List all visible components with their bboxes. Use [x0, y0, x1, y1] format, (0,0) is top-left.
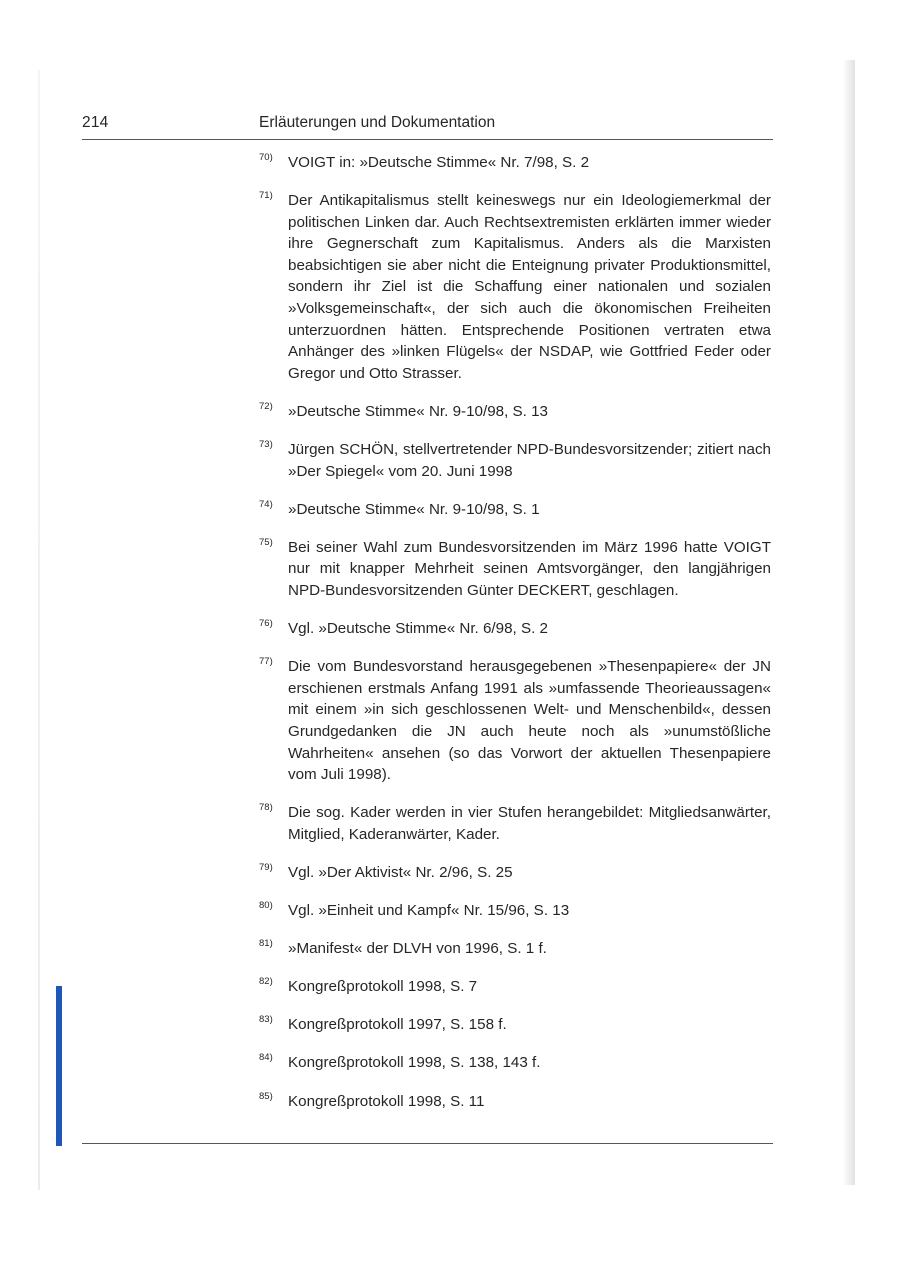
- footnote-text: Vgl. »Einheit und Kampf« Nr. 15/96, S. 13: [288, 902, 570, 920]
- footnote-number: 75): [259, 536, 273, 548]
- footnote-number: 76): [259, 618, 273, 630]
- page-number: 214: [82, 114, 109, 131]
- footnote: [259, 1014, 771, 1036]
- footnote: [259, 938, 771, 960]
- footnote-number: 77): [259, 656, 273, 668]
- footnote: [259, 1091, 771, 1113]
- header-rule: [82, 139, 773, 140]
- footnote-text: VOIGT in: »Deutsche Stimme« Nr. 7/98, S. 2: [288, 154, 590, 171]
- page-edge-shadow: [843, 60, 855, 1185]
- footnote: [259, 537, 771, 602]
- footnote-text: Die vom Bundesvorstand herausgegebenen »Thesenpapiere« der JN erschienen erstmals Anfang 1991 als »umfassende Theorieaussagen« mit einem »in sich geschlossenen Welt- und Menschenbild«, dessen Grundgedanken die JN auch heute noch als »unumstößliche Wahrheiten« ansehen (so das Vorwort der aktuellen Thesenpapiere vom Juli 1998).: [288, 658, 771, 784]
- footnote-number: 72): [259, 400, 273, 412]
- footnote: [259, 439, 771, 482]
- footnote-text: »Manifest« der DLVH von 1996, S. 1 f.: [288, 940, 547, 958]
- footnote-text: Kongreßprotokoll 1998, S. 11: [288, 1092, 485, 1110]
- footnote-number: 78): [259, 802, 273, 814]
- footnote-number: 80): [259, 900, 273, 912]
- footnote: [259, 190, 771, 384]
- footnote: [259, 656, 771, 786]
- footnote-text: Kongreßprotokoll 1997, S. 158 f.: [288, 1016, 507, 1034]
- footnote-number: 70): [259, 152, 273, 163]
- footnote: [259, 976, 771, 998]
- footer-rule: [82, 1143, 773, 1144]
- footnote: [259, 401, 771, 423]
- footnote-number: 81): [259, 938, 273, 950]
- footnote-text: Jürgen SCHÖN, stellvertretender NPD-Bundesvorsitzender; zitiert nach »Der Spiegel« vom 20. Juni 1998: [288, 441, 771, 480]
- scan-edge: [38, 70, 40, 1190]
- footnote-number: 83): [259, 1014, 273, 1026]
- footnote-number: 79): [259, 861, 273, 873]
- footnote: [259, 900, 771, 922]
- footnote-text: Kongreßprotokoll 1998, S. 7: [288, 978, 478, 996]
- footnote-text: Der Antikapitalismus stellt keineswegs nur ein Ideologiemerkmal der politischen Linken dar. Auch Rechtsextremisten erklärten immer wieder ihre Gegnerschaft zum Kapitalismus. Anders als die Marxisten beabsichtigen sie aber nicht die Enteignung privater Produktionsmittel, sondern ihr Ziel ist die Schaffung einer nationalen und sozialen »Volksgemeinschaft«, der sich auch die ökonomischen Freiheiten unterzuordnen hätten. Entsprechende Positionen vertraten etwa Anhänger des »linken Flügels« der NSDAP, wie Gottfried Feder oder Gregor und Otto Strasser.: [288, 192, 771, 382]
- footnote-number: 85): [259, 1090, 273, 1102]
- footnote: [259, 499, 771, 521]
- footnote-list: [259, 152, 771, 1129]
- footnote: [259, 152, 771, 174]
- footnote-number: 82): [259, 976, 273, 988]
- footnote-number: 73): [259, 439, 273, 451]
- footnote-text: »Deutsche Stimme« Nr. 9-10/98, S. 13: [288, 402, 549, 420]
- footnote: [259, 1052, 771, 1074]
- footnote-text: Vgl. »Der Aktivist« Nr. 2/96, S. 25: [288, 863, 513, 881]
- running-title: Erläuterungen und Dokumentation: [259, 114, 496, 131]
- footnote: [259, 618, 771, 640]
- footnote-number: 74): [259, 498, 273, 510]
- footnote-number: 84): [259, 1052, 273, 1064]
- margin-marker: [56, 986, 62, 1146]
- footnote: [259, 802, 771, 845]
- footnote-text: Kongreßprotokoll 1998, S. 138, 143 f.: [288, 1054, 541, 1072]
- footnote-text: Vgl. »Deutsche Stimme« Nr. 6/98, S. 2: [288, 620, 548, 638]
- footnote-text: »Deutsche Stimme« Nr. 9-10/98, S. 1: [288, 500, 540, 518]
- footnote-text: Bei seiner Wahl zum Bundesvorsitzenden im März 1996 hatte VOIGT nur mit knapper Mehrheit seinen Amtsvorgänger, den langjährigen NPD-Bundesvorsitzenden Günter DECKERT, geschlagen.: [288, 538, 771, 599]
- footnote-number: 71): [259, 190, 273, 202]
- footnote: [259, 862, 771, 884]
- footnote-text: Die sog. Kader werden in vier Stufen herangebildet: Mitgliedsanwärter, Mitglied, Kaderanwärter, Kader.: [288, 804, 771, 843]
